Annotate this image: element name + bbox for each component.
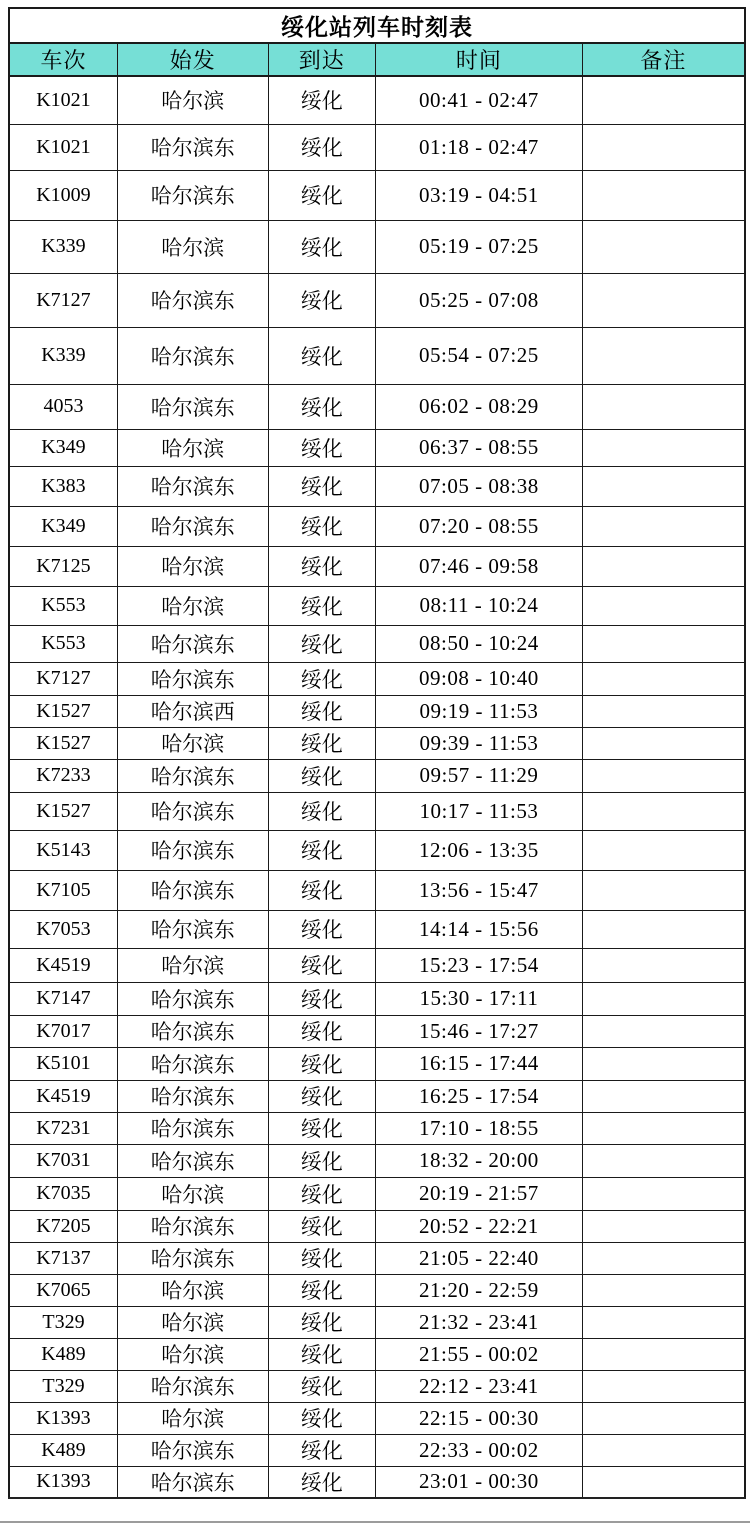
cell-train: K7017 bbox=[9, 1015, 117, 1047]
cell-time: 22:12 - 23:41 bbox=[375, 1370, 582, 1402]
table-row bbox=[9, 384, 745, 429]
cell-note bbox=[582, 870, 745, 910]
cell-origin: 哈尔滨东 bbox=[117, 792, 268, 830]
cell-train: K1393 bbox=[9, 1402, 117, 1434]
cell-dest: 绥化 bbox=[268, 76, 375, 124]
cell-time: 13:56 - 15:47 bbox=[375, 870, 582, 910]
cell-origin: 哈尔滨东 bbox=[117, 982, 268, 1015]
cell-train: 4053 bbox=[9, 384, 117, 429]
cell-note bbox=[582, 220, 745, 273]
cell-train: K7053 bbox=[9, 910, 117, 948]
cell-dest: 绥化 bbox=[268, 1338, 375, 1370]
table-row bbox=[9, 1177, 745, 1210]
cell-origin: 哈尔滨东 bbox=[117, 759, 268, 792]
table-row bbox=[9, 982, 745, 1015]
cell-note bbox=[582, 1144, 745, 1177]
header-row bbox=[9, 43, 745, 76]
cell-time: 23:01 - 00:30 bbox=[375, 1466, 582, 1498]
cell-time: 05:25 - 07:08 bbox=[375, 273, 582, 327]
cell-train: K7127 bbox=[9, 662, 117, 695]
cell-time: 21:20 - 22:59 bbox=[375, 1274, 582, 1306]
cell-origin: 哈尔滨东 bbox=[117, 1434, 268, 1466]
cell-train: K383 bbox=[9, 466, 117, 506]
cell-time: 00:41 - 02:47 bbox=[375, 76, 582, 124]
cell-time: 15:30 - 17:11 bbox=[375, 982, 582, 1015]
cell-train: K7233 bbox=[9, 759, 117, 792]
cell-time: 09:19 - 11:53 bbox=[375, 695, 582, 727]
cell-dest: 绥化 bbox=[268, 1274, 375, 1306]
cell-train: K7125 bbox=[9, 546, 117, 586]
cell-train: K1527 bbox=[9, 727, 117, 759]
cell-note bbox=[582, 546, 745, 586]
cell-origin: 哈尔滨东 bbox=[117, 1242, 268, 1274]
cell-origin: 哈尔滨 bbox=[117, 1306, 268, 1338]
table-row bbox=[9, 273, 745, 327]
cell-time: 21:05 - 22:40 bbox=[375, 1242, 582, 1274]
cell-time: 01:18 - 02:47 bbox=[375, 124, 582, 170]
cell-train: K349 bbox=[9, 429, 117, 466]
cell-origin: 哈尔滨东 bbox=[117, 830, 268, 870]
cell-time: 08:11 - 10:24 bbox=[375, 586, 582, 625]
cell-dest: 绥化 bbox=[268, 220, 375, 273]
cell-note bbox=[582, 273, 745, 327]
cell-dest: 绥化 bbox=[268, 830, 375, 870]
timetable-body bbox=[9, 76, 745, 1498]
cell-time: 20:52 - 22:21 bbox=[375, 1210, 582, 1242]
cell-origin: 哈尔滨东 bbox=[117, 506, 268, 546]
cell-time: 07:46 - 09:58 bbox=[375, 546, 582, 586]
cell-dest: 绥化 bbox=[268, 662, 375, 695]
cell-note bbox=[582, 982, 745, 1015]
cell-time: 07:20 - 08:55 bbox=[375, 506, 582, 546]
cell-note bbox=[582, 1370, 745, 1402]
cell-dest: 绥化 bbox=[268, 870, 375, 910]
table-row bbox=[9, 1306, 745, 1338]
cell-origin: 哈尔滨东 bbox=[117, 466, 268, 506]
cell-note bbox=[582, 1338, 745, 1370]
table-row bbox=[9, 792, 745, 830]
cell-note bbox=[582, 1015, 745, 1047]
cell-time: 12:06 - 13:35 bbox=[375, 830, 582, 870]
cell-time: 05:54 - 07:25 bbox=[375, 327, 582, 384]
cell-note bbox=[582, 586, 745, 625]
cell-origin: 哈尔滨东 bbox=[117, 910, 268, 948]
cell-dest: 绥化 bbox=[268, 124, 375, 170]
cell-origin: 哈尔滨 bbox=[117, 76, 268, 124]
cell-train: K7231 bbox=[9, 1112, 117, 1144]
cell-time: 18:32 - 20:00 bbox=[375, 1144, 582, 1177]
cell-note bbox=[582, 1047, 745, 1080]
cell-time: 08:50 - 10:24 bbox=[375, 625, 582, 662]
table-row bbox=[9, 910, 745, 948]
cell-time: 06:02 - 08:29 bbox=[375, 384, 582, 429]
cell-time: 22:15 - 00:30 bbox=[375, 1402, 582, 1434]
cell-origin: 哈尔滨东 bbox=[117, 273, 268, 327]
cell-origin: 哈尔滨东 bbox=[117, 1144, 268, 1177]
timetable bbox=[8, 7, 746, 1499]
table-row bbox=[9, 695, 745, 727]
table-row bbox=[9, 1144, 745, 1177]
cell-train: K489 bbox=[9, 1338, 117, 1370]
cell-origin: 哈尔滨西 bbox=[117, 695, 268, 727]
cell-train: K1527 bbox=[9, 695, 117, 727]
page-title: 绥化站列车时刻表 bbox=[9, 8, 745, 43]
table-row bbox=[9, 327, 745, 384]
cell-train: K1009 bbox=[9, 170, 117, 220]
cell-note bbox=[582, 830, 745, 870]
cell-note bbox=[582, 625, 745, 662]
cell-dest: 绥化 bbox=[268, 1242, 375, 1274]
cell-time: 14:14 - 15:56 bbox=[375, 910, 582, 948]
cell-dest: 绥化 bbox=[268, 327, 375, 384]
cell-time: 15:23 - 17:54 bbox=[375, 948, 582, 982]
cell-train: K7031 bbox=[9, 1144, 117, 1177]
cell-time: 16:15 - 17:44 bbox=[375, 1047, 582, 1080]
column-header-note: 备注 bbox=[582, 43, 745, 76]
cell-train: K7137 bbox=[9, 1242, 117, 1274]
cell-dest: 绥化 bbox=[268, 1177, 375, 1210]
cell-note bbox=[582, 1177, 745, 1210]
cell-note bbox=[582, 1210, 745, 1242]
cell-origin: 哈尔滨东 bbox=[117, 1210, 268, 1242]
cell-time: 09:57 - 11:29 bbox=[375, 759, 582, 792]
table-row bbox=[9, 1274, 745, 1306]
cell-dest: 绥化 bbox=[268, 429, 375, 466]
table-row bbox=[9, 220, 745, 273]
cell-train: K7065 bbox=[9, 1274, 117, 1306]
table-row bbox=[9, 870, 745, 910]
cell-note bbox=[582, 466, 745, 506]
cell-dest: 绥化 bbox=[268, 759, 375, 792]
table-row bbox=[9, 1210, 745, 1242]
cell-train: K349 bbox=[9, 506, 117, 546]
cell-note bbox=[582, 948, 745, 982]
cell-time: 09:08 - 10:40 bbox=[375, 662, 582, 695]
cell-note bbox=[582, 1466, 745, 1498]
table-row bbox=[9, 1080, 745, 1112]
table-row bbox=[9, 625, 745, 662]
table-row bbox=[9, 1434, 745, 1466]
column-header-time: 时间 bbox=[375, 43, 582, 76]
cell-time: 15:46 - 17:27 bbox=[375, 1015, 582, 1047]
cell-note bbox=[582, 727, 745, 759]
table-row bbox=[9, 1338, 745, 1370]
cell-origin: 哈尔滨 bbox=[117, 948, 268, 982]
cell-dest: 绥化 bbox=[268, 546, 375, 586]
table-row bbox=[9, 1112, 745, 1144]
cell-dest: 绥化 bbox=[268, 1080, 375, 1112]
cell-train: K7205 bbox=[9, 1210, 117, 1242]
cell-note bbox=[582, 327, 745, 384]
table-row bbox=[9, 759, 745, 792]
cell-origin: 哈尔滨东 bbox=[117, 1112, 268, 1144]
cell-train: K7035 bbox=[9, 1177, 117, 1210]
table-row bbox=[9, 1015, 745, 1047]
cell-train: T329 bbox=[9, 1370, 117, 1402]
cell-note bbox=[582, 1402, 745, 1434]
cell-note bbox=[582, 695, 745, 727]
cell-origin: 哈尔滨东 bbox=[117, 124, 268, 170]
cell-note bbox=[582, 792, 745, 830]
cell-dest: 绥化 bbox=[268, 384, 375, 429]
cell-dest: 绥化 bbox=[268, 506, 375, 546]
cell-origin: 哈尔滨 bbox=[117, 727, 268, 759]
cell-dest: 绥化 bbox=[268, 1370, 375, 1402]
cell-origin: 哈尔滨 bbox=[117, 546, 268, 586]
cell-train: K7127 bbox=[9, 273, 117, 327]
cell-time: 09:39 - 11:53 bbox=[375, 727, 582, 759]
cell-time: 07:05 - 08:38 bbox=[375, 466, 582, 506]
cell-origin: 哈尔滨东 bbox=[117, 625, 268, 662]
cell-note bbox=[582, 506, 745, 546]
column-header-train: 车次 bbox=[9, 43, 117, 76]
cell-train: K5143 bbox=[9, 830, 117, 870]
cell-note bbox=[582, 124, 745, 170]
cell-origin: 哈尔滨 bbox=[117, 220, 268, 273]
cell-origin: 哈尔滨东 bbox=[117, 327, 268, 384]
cell-origin: 哈尔滨 bbox=[117, 1338, 268, 1370]
cell-time: 21:32 - 23:41 bbox=[375, 1306, 582, 1338]
title-row bbox=[9, 8, 745, 43]
table-row bbox=[9, 1466, 745, 1498]
cell-note bbox=[582, 429, 745, 466]
cell-note bbox=[582, 1080, 745, 1112]
cell-dest: 绥化 bbox=[268, 695, 375, 727]
cell-dest: 绥化 bbox=[268, 1015, 375, 1047]
cell-time: 17:10 - 18:55 bbox=[375, 1112, 582, 1144]
cell-train: K1021 bbox=[9, 76, 117, 124]
cell-note bbox=[582, 76, 745, 124]
cell-note bbox=[582, 384, 745, 429]
cell-dest: 绥化 bbox=[268, 792, 375, 830]
table-row bbox=[9, 1402, 745, 1434]
cell-train: K553 bbox=[9, 586, 117, 625]
table-row bbox=[9, 170, 745, 220]
cell-train: K1527 bbox=[9, 792, 117, 830]
cell-time: 10:17 - 11:53 bbox=[375, 792, 582, 830]
cell-dest: 绥化 bbox=[268, 910, 375, 948]
page-bottom-divider bbox=[0, 1521, 750, 1523]
cell-dest: 绥化 bbox=[268, 466, 375, 506]
cell-origin: 哈尔滨东 bbox=[117, 870, 268, 910]
cell-note bbox=[582, 1434, 745, 1466]
cell-train: K7147 bbox=[9, 982, 117, 1015]
cell-note bbox=[582, 1306, 745, 1338]
cell-dest: 绥化 bbox=[268, 982, 375, 1015]
cell-note bbox=[582, 1274, 745, 1306]
table-row bbox=[9, 76, 745, 124]
cell-dest: 绥化 bbox=[268, 1112, 375, 1144]
cell-time: 05:19 - 07:25 bbox=[375, 220, 582, 273]
cell-origin: 哈尔滨 bbox=[117, 1177, 268, 1210]
cell-train: K4519 bbox=[9, 1080, 117, 1112]
cell-time: 21:55 - 00:02 bbox=[375, 1338, 582, 1370]
table-row bbox=[9, 727, 745, 759]
column-header-origin: 始发 bbox=[117, 43, 268, 76]
cell-dest: 绥化 bbox=[268, 948, 375, 982]
cell-time: 20:19 - 21:57 bbox=[375, 1177, 582, 1210]
cell-train: K7105 bbox=[9, 870, 117, 910]
cell-train: K5101 bbox=[9, 1047, 117, 1080]
cell-origin: 哈尔滨东 bbox=[117, 1015, 268, 1047]
cell-dest: 绥化 bbox=[268, 1466, 375, 1498]
cell-origin: 哈尔滨东 bbox=[117, 1370, 268, 1402]
cell-time: 03:19 - 04:51 bbox=[375, 170, 582, 220]
cell-train: K1021 bbox=[9, 124, 117, 170]
cell-origin: 哈尔滨 bbox=[117, 429, 268, 466]
cell-train: K339 bbox=[9, 220, 117, 273]
cell-dest: 绥化 bbox=[268, 1434, 375, 1466]
table-row bbox=[9, 586, 745, 625]
cell-dest: 绥化 bbox=[268, 1306, 375, 1338]
cell-time: 06:37 - 08:55 bbox=[375, 429, 582, 466]
cell-dest: 绥化 bbox=[268, 586, 375, 625]
cell-dest: 绥化 bbox=[268, 1047, 375, 1080]
cell-dest: 绥化 bbox=[268, 1210, 375, 1242]
cell-note bbox=[582, 910, 745, 948]
cell-dest: 绥化 bbox=[268, 625, 375, 662]
cell-dest: 绥化 bbox=[268, 727, 375, 759]
cell-note bbox=[582, 759, 745, 792]
cell-train: T329 bbox=[9, 1306, 117, 1338]
table-row bbox=[9, 124, 745, 170]
table-row bbox=[9, 429, 745, 466]
cell-note bbox=[582, 662, 745, 695]
cell-note bbox=[582, 1112, 745, 1144]
column-header-arrive: 到达 bbox=[268, 43, 375, 76]
cell-note bbox=[582, 1242, 745, 1274]
table-row bbox=[9, 506, 745, 546]
cell-time: 22:33 - 00:02 bbox=[375, 1434, 582, 1466]
cell-origin: 哈尔滨东 bbox=[117, 1466, 268, 1498]
cell-train: K339 bbox=[9, 327, 117, 384]
cell-origin: 哈尔滨东 bbox=[117, 662, 268, 695]
cell-dest: 绥化 bbox=[268, 170, 375, 220]
cell-origin: 哈尔滨 bbox=[117, 1402, 268, 1434]
cell-train: K4519 bbox=[9, 948, 117, 982]
cell-train: K553 bbox=[9, 625, 117, 662]
cell-dest: 绥化 bbox=[268, 1402, 375, 1434]
table-row bbox=[9, 948, 745, 982]
table-row bbox=[9, 1242, 745, 1274]
table-row bbox=[9, 1047, 745, 1080]
cell-time: 16:25 - 17:54 bbox=[375, 1080, 582, 1112]
cell-origin: 哈尔滨东 bbox=[117, 1047, 268, 1080]
table-row bbox=[9, 546, 745, 586]
table-row bbox=[9, 1370, 745, 1402]
table-row bbox=[9, 466, 745, 506]
cell-origin: 哈尔滨 bbox=[117, 1274, 268, 1306]
table-row bbox=[9, 830, 745, 870]
cell-origin: 哈尔滨东 bbox=[117, 384, 268, 429]
cell-dest: 绥化 bbox=[268, 273, 375, 327]
cell-origin: 哈尔滨东 bbox=[117, 1080, 268, 1112]
cell-train: K489 bbox=[9, 1434, 117, 1466]
cell-train: K1393 bbox=[9, 1466, 117, 1498]
cell-dest: 绥化 bbox=[268, 1144, 375, 1177]
cell-origin: 哈尔滨 bbox=[117, 586, 268, 625]
cell-note bbox=[582, 170, 745, 220]
cell-origin: 哈尔滨东 bbox=[117, 170, 268, 220]
table-row bbox=[9, 662, 745, 695]
